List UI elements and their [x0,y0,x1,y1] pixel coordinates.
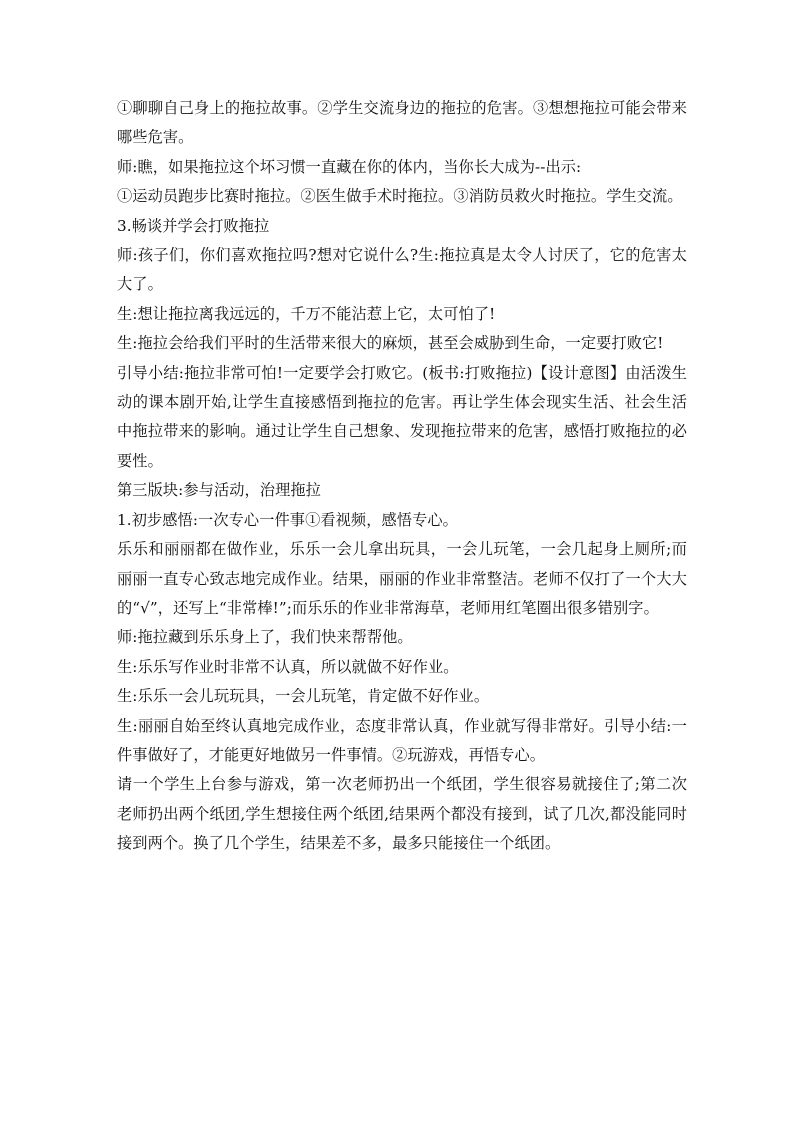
section-heading: 第三版块:参与活动，治理拖拉 [117,481,321,500]
paragraph: 乐乐和丽丽都在做作业，乐乐一会儿拿出玩具，一会儿玩笔，一会几起身上厕所;而丽丽一直专心致志地完成作业。结果，丽丽的作业非常整洁。老师不仅打了一个大大的“√”，还写上“非常棒!”;而乐乐的作业非常海草，老师用红笔圈出很多错别字。 [117,540,687,617]
paragraph: 师:瞧，如果拖拉这个坏习惯一直藏在你的体内，当你长大成为--出示: [117,157,582,176]
paragraph: 师:拖拉藏到乐乐身上了，我们快来帮帮他。 [117,628,413,647]
paragraph: ①聊聊自己身上的拖拉故事。②学生交流身边的拖拉的危害。③想想拖拉可能会带来哪些危害。 [117,99,687,147]
paragraph: ①运动员跑步比赛时拖拉。②医生做手术时拖拉。③消防员救火时拖拉。学生交流。 [117,187,683,206]
paragraph: 师:孩子们，你们喜欢拖拉吗?想对它说什么?生:拖拉真是太令人讨厌了，它的危害太大了。 [117,246,687,294]
paragraph: 引导小结:拖拉非常可怕!一定要学会打败它。(板书:打败拖拉)【设计意图】由活泼生动的课本剧开始,让学生直接感悟到拖拉的危害。再让学生体会现实生活、社会生活中拖拉带来的影响。通过让学生自己想象、发现拖拉带来的危害，感悟打败拖拉的必要性。 [117,363,687,470]
paragraph: 请一个学生上台参与游戏，第一次老师扔出一个纸团，学生很容易就接住了;第二次老师扔出两个纸团,学生想接住两个纸团,结果两个都没有接到，试了几次,都没能同时接到两个。换了几个学生，结果差不多，最多只能接住一个纸团。 [117,775,687,853]
section-heading: 3.畅谈并学会打败拖拉 [117,216,270,235]
paragraph: 生:乐乐一会儿玩玩具，一会儿玩笔，肯定做不好作业。 [117,687,490,706]
section-heading: 1.初步感悟:一次专心一件事①看视频，感悟专心。 [117,510,458,529]
paragraph: 生:乐乐写作业时非常不认真，所以就做不好作业。 [117,657,459,676]
paragraph: 生:丽丽自始至终认真地完成作业，态度非常认真，作业就写得非常好。引导小结:一件事做好了，才能更好地做另一件事情。②玩游戏，再悟专心。 [117,716,687,764]
document-page [117,94,687,859]
paragraph: 生:拖拉会给我们平时的生活带来很大的麻烦，甚至会威胁到生命，一定要打败它! [117,334,664,353]
paragraph: 生:想让拖拉离我远远的，千万不能沾惹上它，太可怕了! [117,304,496,323]
